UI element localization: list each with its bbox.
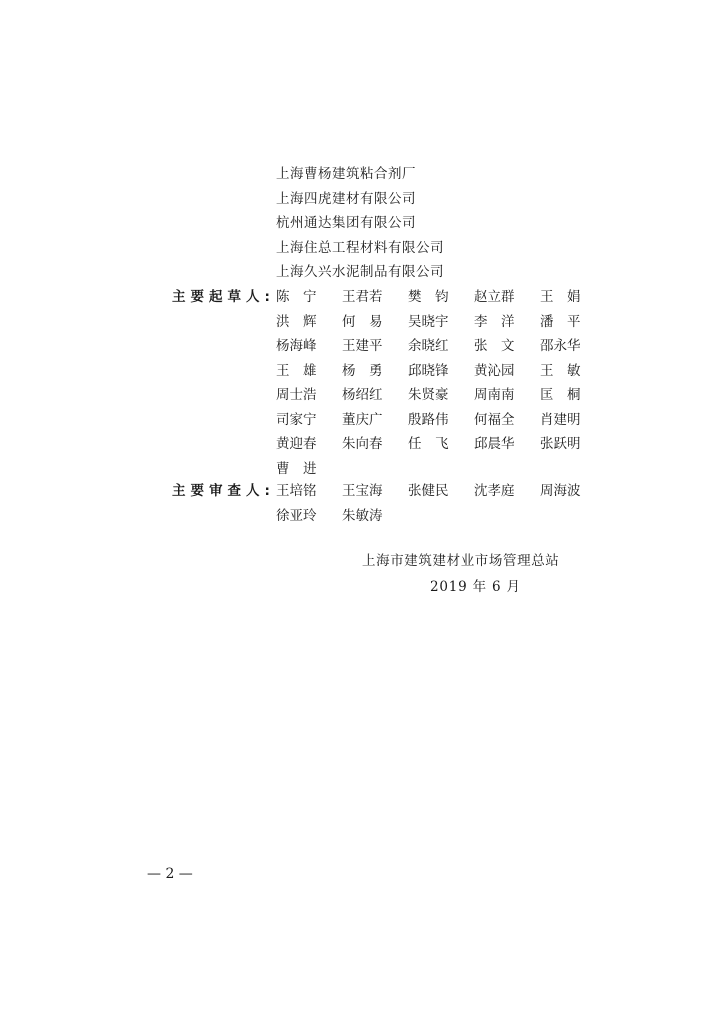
person-name: 余晓红 [408,338,449,354]
person-name: 邵永华 [540,338,581,354]
reviewers-row [276,479,590,504]
person-name: 黄迎春 [276,436,317,452]
person-name: 杨海峰 [276,338,317,354]
drafters-row [276,408,590,433]
person-name: 赵立群 [474,289,515,305]
person-name: 张健民 [408,483,449,499]
main-drafters-list [276,285,590,481]
issue-date: 2019 年 6 月 [430,579,521,595]
person-name: 王 雄 [276,362,317,379]
person-name: 朱敏涛 [342,507,383,524]
person-name: 朱向春 [342,436,383,452]
drafters-row [276,334,590,359]
person-name: 王君若 [342,289,383,305]
unit-line: 上海曹杨建筑粘合剂厂 [276,166,416,182]
reviewers-row [276,504,590,529]
person-name: 洪 辉 [276,313,317,330]
person-name: 周海波 [540,483,581,499]
drafters-row [276,285,590,310]
drafters-row [276,359,590,384]
person-name: 杨 勇 [342,362,383,379]
person-name: 吴晓宇 [408,313,449,330]
person-name: 张跃明 [540,436,581,452]
person-name: 司家宁 [276,411,317,428]
person-name: 朱贤豪 [408,387,449,403]
issuing-organization: 上海市建筑建材业市场管理总站 [362,553,560,569]
main-reviewers-label: 主要审查人: [172,483,275,499]
person-name: 李 洋 [474,313,515,330]
person-name: 董庆广 [342,411,383,428]
person-name: 樊 钧 [408,289,449,305]
person-name: 匡 桐 [540,387,581,403]
person-name: 徐亚玲 [276,507,317,524]
unit-line: 上海住总工程材料有限公司 [276,239,444,256]
person-name: 黄沁园 [474,362,515,379]
drafters-row [276,432,590,457]
person-name: 曹 进 [276,460,317,477]
person-name: 何福全 [474,411,515,428]
person-name: 周士浩 [276,387,317,403]
person-name: 任 飞 [408,436,449,452]
person-name: 潘 平 [540,313,581,330]
person-name: 何 易 [342,313,383,330]
unit-line: 上海四虎建材有限公司 [276,190,416,207]
drafters-row [276,310,590,335]
main-drafters-label: 主要起草人: [172,289,275,305]
drafters-row [276,457,590,482]
person-name: 陈 宁 [276,289,317,305]
participating-units-list [276,162,444,285]
person-name: 邱晨华 [474,436,515,452]
person-name: 王宝海 [342,483,383,499]
person-name: 王 娟 [540,289,581,305]
person-name: 王培铭 [276,483,317,499]
person-name: 杨绍红 [342,387,383,403]
person-name: 殷路伟 [408,411,449,428]
unit-line: 杭州通达集团有限公司 [276,215,416,231]
person-name: 肖建明 [540,411,581,428]
drafters-row [276,383,590,408]
person-name: 周南南 [474,387,515,403]
person-name: 邱晓锋 [408,362,449,379]
page-number: — 2 — [147,866,193,882]
person-name: 张 文 [474,338,515,354]
main-reviewers-list [276,479,590,528]
person-name: 沈孝庭 [474,483,515,499]
person-name: 王 敏 [540,362,581,379]
unit-line: 上海久兴水泥制品有限公司 [276,264,444,280]
person-name: 王建平 [342,338,383,354]
